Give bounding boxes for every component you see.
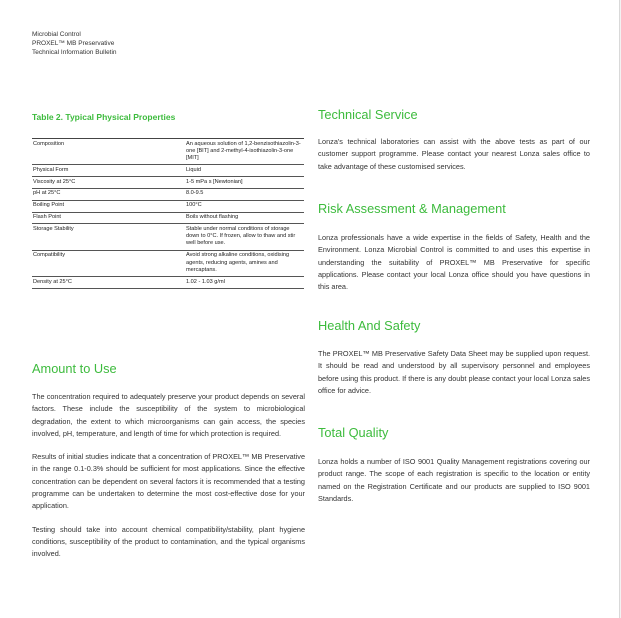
table-row [32, 165, 304, 177]
amount-heading: Amount to Use [32, 361, 117, 376]
amount-section [32, 391, 305, 572]
property-name: Boiling Point [32, 200, 185, 212]
table-row [32, 188, 304, 200]
technical-paragraph: Lonza's technical laboratories can assist with the above tests as part of our customer support programme. Please contact your nearest Lonza sales office to take advantage of these customised services. [318, 137, 590, 171]
amount-paragraph-1: The concentration required to adequately preserve your product depends on several factors. These include the susceptibility of the system to microbiological degradation, the extent to which microorganisms can gain access, the species involved, pH, temperature, and length of time for which protection is required. [32, 392, 305, 438]
risk-heading: Risk Assessment & Management [318, 201, 506, 216]
properties-table [32, 138, 304, 289]
header-division: Microbial Control [32, 31, 81, 38]
property-value: Avoid strong alkaline conditions, oxidising agents, reducing agents, amines and mercaptans. [185, 250, 304, 276]
risk-paragraph: Lonza professionals have a wide expertise in the fields of Safety, Health and the Environment. Lonza Microbial Control is committed to and uses this expertise in understanding the suitability of PROXEL™ MB Preservative for specific applications. Please contact your local Lonza office should you have questions in this area. [318, 233, 590, 292]
property-value: Boils without flashing [185, 212, 304, 224]
health-heading: Health And Safety [318, 318, 421, 333]
property-value: Stable under normal conditions of storage down to 0°C. If frozen, allow to thaw and stir well before use. [185, 224, 304, 250]
property-name: Storage Stability [32, 224, 185, 250]
property-value: 8.0-9.5 [185, 188, 304, 200]
property-value: Liquid [185, 165, 304, 177]
technical-section [318, 136, 590, 184]
table-row [32, 200, 304, 212]
table-row [32, 139, 304, 165]
header-doc-type: Technical Information Bulletin [32, 49, 117, 56]
quality-paragraph: Lonza holds a number of ISO 9001 Quality Management registrations covering our product range. The scope of each registration is specific to the location or entity named on the Registration Certificate and our products are supplied to ISO 9001 Standards. [318, 457, 590, 503]
table-row [32, 224, 304, 250]
health-paragraph: The PROXEL™ MB Preservative Safety Data Sheet may be supplied upon request. It should be read and understood by all supervisory personnel and employees before using this product. If there is any doubt please contact your local Lonza sales office for advice. [318, 349, 590, 395]
property-value: An aqueous solution of 1,2-benzisothiazolin-3-one [BIT] and 2-methyl-4-isothiazolin-3-one [MIT] [185, 139, 304, 165]
amount-paragraph-2: Results of initial studies indicate that a concentration of PROXEL™ MB Preservative in the range 0.1-0.3% should be sufficient for most applications. Since the effective concentration can be dependent on several factors it is recommended that a testing programme can be undertaken to determine the most cost-effective dose for your application. [32, 452, 305, 511]
property-value: 1-5 mPa s [Newtonian] [185, 177, 304, 189]
quality-section [318, 456, 590, 516]
risk-section [318, 232, 590, 304]
header-product: PROXEL™ MB Preservative [32, 40, 115, 47]
quality-heading: Total Quality [318, 425, 389, 440]
table-row [32, 277, 304, 289]
health-section [318, 348, 590, 408]
amount-paragraph-3: Testing should take into account chemical compatibility/stability, plant hygiene conditions, susceptibility of the product to contamination, and the typical organisms involved. [32, 524, 305, 559]
property-name: pH at 25°C [32, 188, 185, 200]
technical-heading: Technical Service [318, 107, 418, 122]
table-row [32, 250, 304, 276]
property-value: 100°C [185, 200, 304, 212]
table-title: Table 2. Typical Physical Properties [32, 112, 176, 122]
table-row [32, 177, 304, 189]
property-name: Flash Point [32, 212, 185, 224]
property-name: Viscosity at 25°C [32, 177, 185, 189]
document-header [32, 30, 117, 57]
property-name: Composition [32, 139, 185, 165]
table-row [32, 212, 304, 224]
property-name: Compatibility [32, 250, 185, 276]
property-name: Physical Form [32, 165, 185, 177]
property-value: 1.02 - 1.03 g/ml [185, 277, 304, 289]
property-name: Density at 25°C [32, 277, 185, 289]
